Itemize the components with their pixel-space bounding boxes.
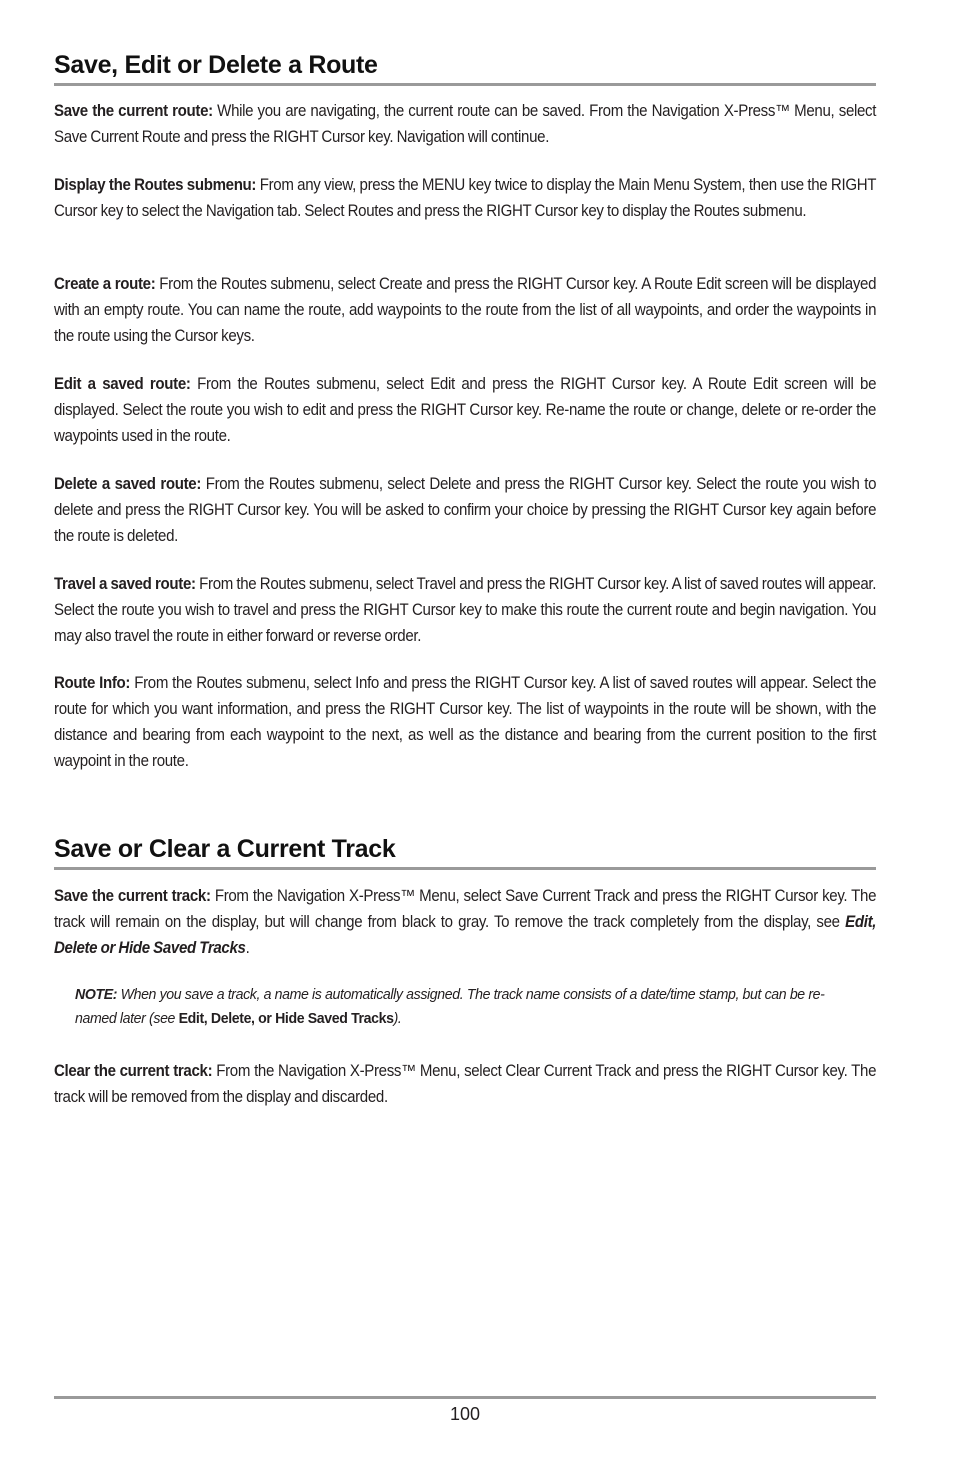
paragraph-label: Clear the current track: xyxy=(54,1062,213,1080)
footer-divider xyxy=(54,1396,876,1399)
delete-saved-route-paragraph xyxy=(54,471,876,549)
paragraph xyxy=(54,1058,876,1110)
paragraph xyxy=(54,883,876,961)
note-end: ). xyxy=(393,1010,402,1027)
paragraph-text: From the Navigation X-Press™ Menu, select Clear Current Track and press the RIGHT Cursor key. The track will be removed from the display and discarded. xyxy=(54,1062,877,1106)
paragraph xyxy=(54,271,876,349)
paragraph-label: Travel a saved route: xyxy=(54,575,196,593)
paragraph-label: Save the current track: xyxy=(54,887,211,905)
paragraph-text: From the Routes submenu, select Delete and press the RIGHT Cursor key. Select the route you wish to delete and press the RIGHT Cursor key. You will be asked to confirm your choice by pressing the RIGHT Cursor key again before the route is deleted. xyxy=(54,475,877,545)
paragraph-text: From the Routes submenu, select Create and press the RIGHT Cursor key. A Route Edit screen will be displayed with an empty route. You can name the route, add waypoints to the route from the list of all waypoints, and order the waypoints in the route using the Cursor keys. xyxy=(54,275,877,345)
section-save-clear-track xyxy=(54,834,876,870)
paragraph-label: Route Info: xyxy=(54,674,131,692)
save-current-route-paragraph xyxy=(54,98,876,150)
route-info-paragraph xyxy=(54,670,876,774)
edit-saved-route-paragraph xyxy=(54,371,876,449)
section-heading: Save, Edit or Delete a Route xyxy=(54,51,378,79)
section-heading: Save or Clear a Current Track xyxy=(54,835,396,863)
paragraph-label: Save the current route: xyxy=(54,102,213,120)
note-block xyxy=(75,983,855,1031)
clear-current-track-paragraph xyxy=(54,1058,876,1110)
paragraph-text: From the Navigation X-Press™ Menu, select Save Current Track and press the RIGHT Cursor key. The track will remain on the display, but will change from black to gray. To remove the track completely from the display, see xyxy=(54,887,877,931)
paragraph-text: From the Routes submenu, select Travel and press the RIGHT Cursor key. A list of saved routes will appear. Select the route you wish to travel and press the RIGHT Cursor key to make this route the current route and begin navigation. You may also travel the route in either forward or reverse order. xyxy=(54,575,877,645)
note-label: NOTE: xyxy=(75,986,118,1003)
note-text xyxy=(75,983,852,1031)
paragraph xyxy=(54,172,876,224)
paragraph xyxy=(54,98,876,150)
paragraph-text: From the Routes submenu, select Edit and press the RIGHT Cursor key. A Route Edit screen will be displayed. Select the route you wish to edit and press the RIGHT Cursor key. Re-name the route or change, delete or re-order the waypoints used in the route. xyxy=(54,375,877,445)
paragraph-text: From any view, press the MENU key twice to display the Main Menu System, then use the RIGHT Cursor key to select the Navigation tab. Select Routes and press the RIGHT Cursor key to display the Routes submenu. xyxy=(54,176,877,220)
paragraph xyxy=(54,471,876,549)
note-body: When you save a track, a name is automatically assigned. The track name consists of a date/time stamp, but can be re-named later (see xyxy=(75,986,825,1027)
paragraph-label: Edit a saved route: xyxy=(54,375,191,393)
paragraph-label: Display the Routes submenu: xyxy=(54,176,257,194)
paragraph-end: . xyxy=(245,939,250,957)
paragraph-text: While you are navigating, the current route can be saved. From the Navigation X-Press™ Menu, select Save Current Route and press the RIGHT Cursor key. Navigation will continue. xyxy=(54,102,877,146)
paragraph-label: Delete a saved route: xyxy=(54,475,202,493)
heading-divider xyxy=(54,867,876,870)
cross-reference: Edit, Delete or Hide Saved Tracks xyxy=(54,913,877,957)
heading-divider xyxy=(54,83,876,86)
create-route-paragraph xyxy=(54,271,876,349)
paragraph xyxy=(54,371,876,449)
paragraph-label: Create a route: xyxy=(54,275,156,293)
paragraph xyxy=(54,670,876,774)
section-save-edit-delete-route xyxy=(54,50,876,86)
cross-reference: Edit, Delete, or Hide Saved Tracks xyxy=(178,1010,394,1027)
travel-saved-route-paragraph xyxy=(54,571,876,649)
paragraph xyxy=(54,571,876,649)
page-number: 100 xyxy=(449,1404,481,1424)
paragraph-text: From the Routes submenu, select Info and press the RIGHT Cursor key. A list of saved routes will appear. Select the route for which you want information, and press the RIGHT Cursor key. The list of waypoints in the route will be shown, with the distance and bearing from each waypoint to the next, as well as the distance and bearing from the current position to the first waypoint in the route. xyxy=(54,674,877,770)
display-routes-submenu-paragraph xyxy=(54,172,876,224)
save-current-track-paragraph xyxy=(54,883,876,961)
